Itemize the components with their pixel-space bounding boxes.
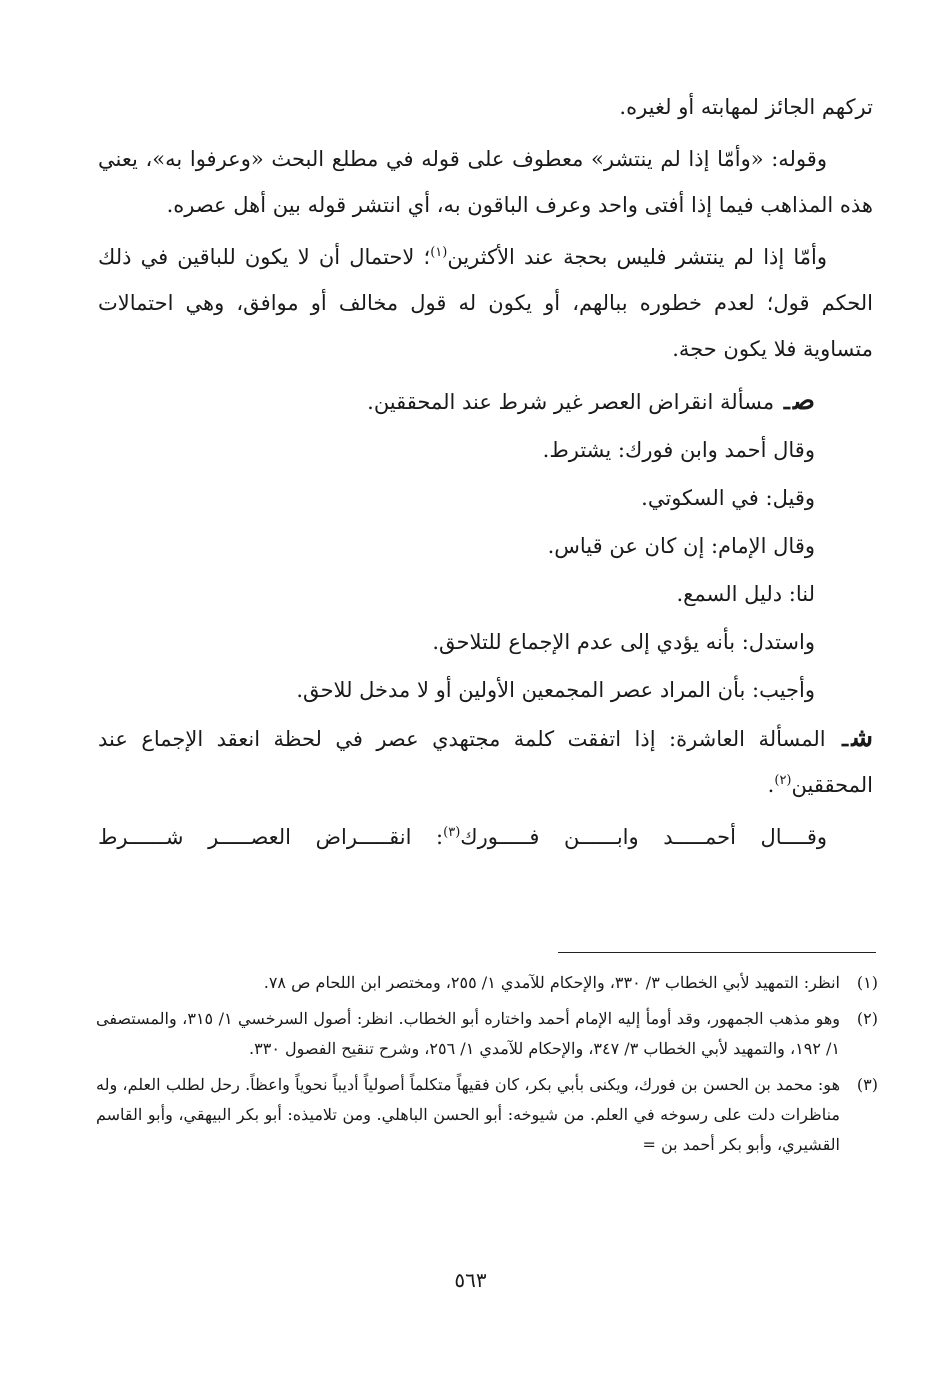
paragraph-commentary	[98, 136, 873, 228]
matn-heading	[98, 378, 873, 425]
paragraph-text: ؛ لاحتمال أن لا يكون للباقين في ذلك الحكم قول؛ لعدم خطوره ببالهم، أو يكون له قول مخالف أو موافق، وهي احتمالات متساوية فلا يكون حجة.	[98, 245, 873, 361]
matn-line	[98, 475, 873, 521]
footnote-divider	[558, 952, 876, 953]
matn-text: وقال أحمد وابن فورك: يشترط.	[542, 438, 815, 462]
paragraph-continuation	[98, 84, 873, 130]
matn-text: مسألة انقراض العصر غير شرط عند المحققين.	[367, 390, 775, 414]
footnote-text: انظر: التمهيد لأبي الخطاب ٣/ ٣٣٠، والإحكام للآمدي ١/ ٢٥٥، ومختصر ابن اللحام ص ٧٨.	[263, 973, 840, 992]
footnote-text: وهو مذهب الجمهور، وقد أومأ إليه الإمام أحمد واختاره أبو الخطاب. انظر: أصول السرخسي ١/ ٣١٥، والمستصفى ١/ ١٩٢، والتمهيد لأبي الخطاب ٣/ ٣٤٧، والإحكام للآمدي ١/ ٢٥٦، وشرح تنقيح الفصول ٣٣٠.	[96, 1009, 841, 1058]
matn-text: لنا: دليل السمع.	[676, 582, 815, 606]
shin-label: ش	[851, 723, 873, 753]
matn-line	[98, 523, 873, 569]
main-text	[98, 84, 873, 866]
matn-line	[98, 427, 873, 473]
matn-text: واستدل: بأنه يؤدي إلى عدم الإجماع للتلاحق.	[432, 630, 815, 654]
footnote-number: (١)	[856, 973, 878, 992]
footnote-ref[interactable]: (٢)	[774, 773, 792, 788]
paragraph-text: : انقـــــراض العصـــــر شــــــرط	[98, 825, 444, 849]
footnote-number: (٢)	[856, 1009, 878, 1028]
label-dash: ـ	[842, 726, 849, 751]
sharh-text: المسألة العاشرة: إذا اتفقت كلمة مجتهدي عصر في لحظة انعقد الإجماع عند المحققين	[98, 727, 873, 797]
paragraph-last-line	[98, 814, 873, 860]
footnote	[96, 968, 878, 998]
sharh-text-end: .	[767, 773, 775, 797]
paragraph-text: تركهم الجائز لمهابته أو لغيره.	[619, 95, 873, 119]
footnote	[96, 1070, 878, 1160]
paragraph-text: وأمّا إذا لم ينتشر فليس بحجة عند الأكثرين	[447, 245, 827, 269]
matn-line	[98, 571, 873, 617]
page-number: ٥٦٣	[454, 1268, 487, 1292]
paragraph-text: وقــــال أحمـــــد وابــــــن فـــــورك	[460, 825, 827, 849]
sharh-heading	[98, 715, 873, 808]
footnote-text: هو: محمد بن الحسن بن فورك، ويكنى بأبي بكر، كان فقيهاً متكلماً أصولياً أديباً نحوياً واعظاً. رحل لطلب العلم، وله مناظرات دلت على رسوخه في العلم. من شيوخه: أبو الحسن الباهلي. ومن تلاميذه: أبو بكر البيهقي، وأبو القاسم القشيري، وأبو بكر أحمد بن =	[96, 1075, 841, 1154]
footnotes	[96, 968, 878, 1166]
matn-line	[98, 619, 873, 665]
sad-label: ص	[792, 386, 815, 416]
matn-text: وقال الإمام: إن كان عن قياس.	[547, 534, 815, 558]
footnote-number: (٣)	[856, 1075, 878, 1094]
footnote	[96, 1004, 878, 1064]
paragraph-not-spread	[98, 234, 873, 372]
footnote-ref[interactable]: (١)	[430, 245, 448, 260]
matn-text: وقيل: في السكوتي.	[641, 486, 815, 510]
matn-line	[98, 667, 873, 713]
matn-text: وأجيب: بأن المراد عصر المجمعين الأولين أو لا مدخل للاحق.	[296, 678, 815, 702]
footnote-ref[interactable]: (٣)	[443, 825, 461, 840]
paragraph-text: وقوله: «وأمّا إذا لم ينتشر» معطوف على قوله في مطلع البحث «وعرفوا به»، يعني هذه المذاهب فيما إذا أفتى واحد وعرف الباقون به، أي انتشر قوله بين أهل عصره.	[98, 147, 873, 217]
label-dash: ـ	[783, 389, 790, 414]
